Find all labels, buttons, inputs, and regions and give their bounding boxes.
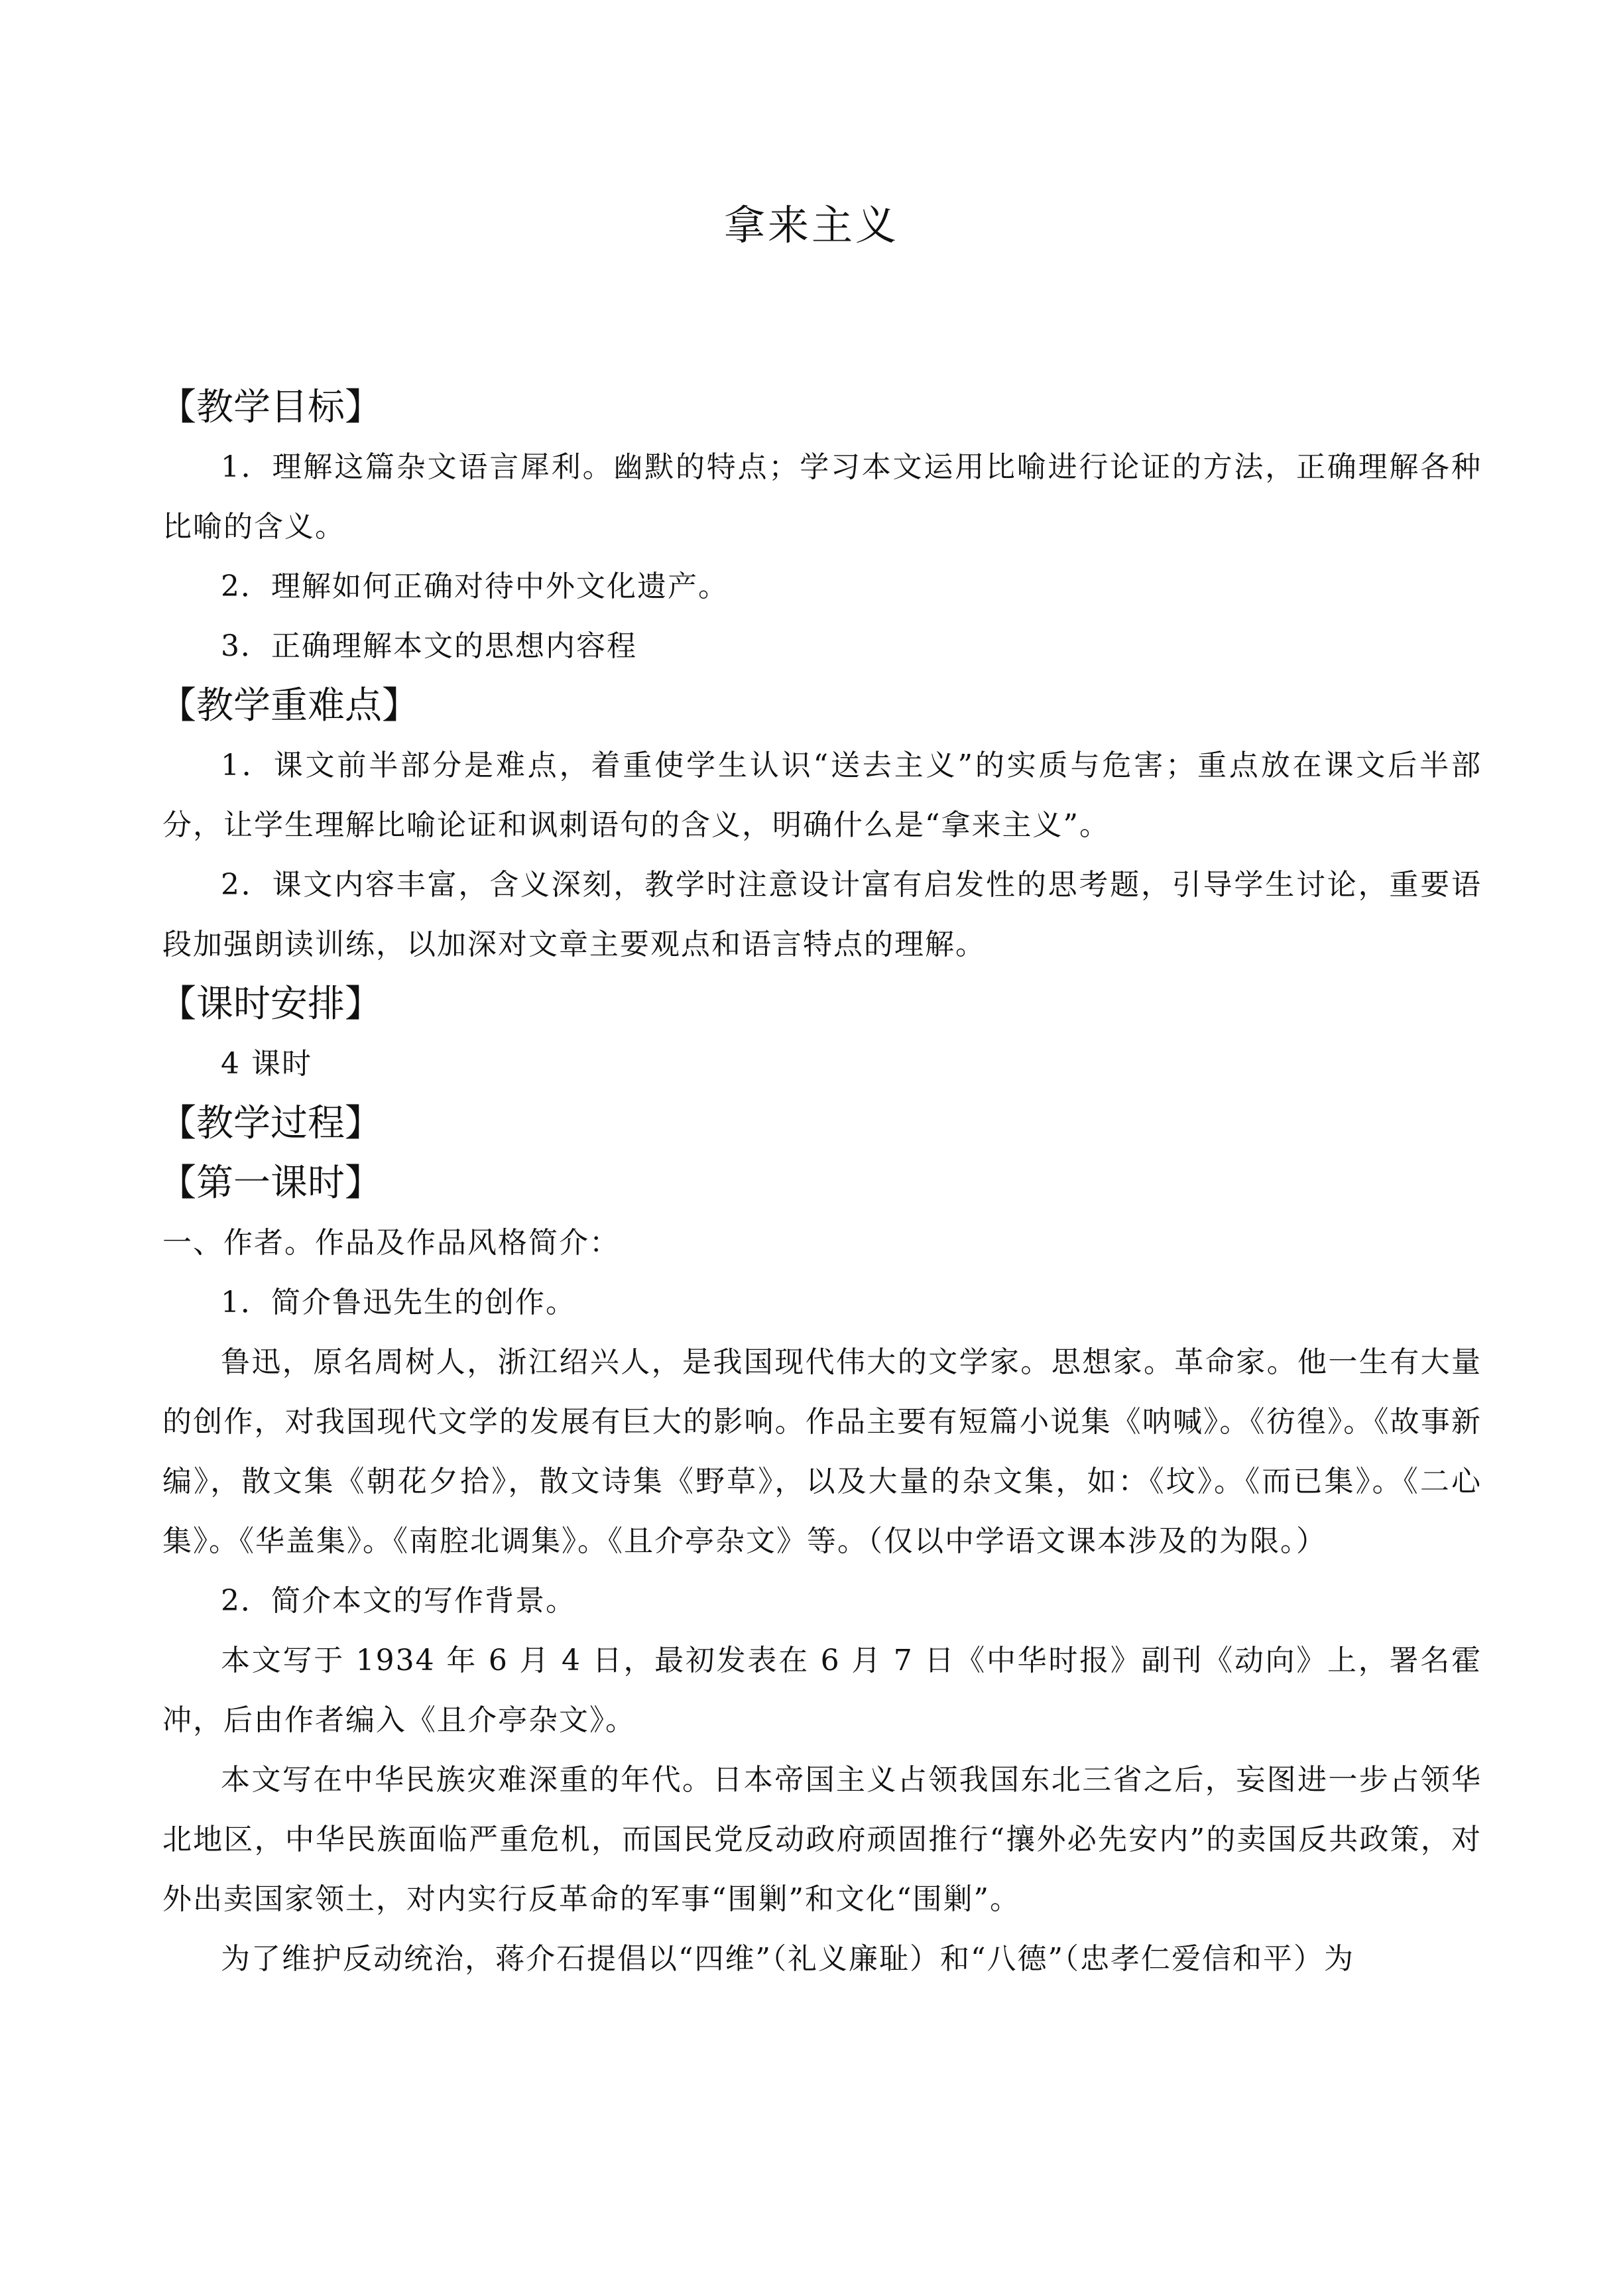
section-heading-process: 【教学过程】 — [159, 1102, 382, 1145]
key-point-item: 2．课文内容丰富，含义深刻，教学时注意设计富有启发性的思考题，引导学生讨论，重要语段加强朗读训练，以加深对文章主要观点和语言特点的理解。 — [162, 868, 1482, 961]
lesson1-sub2: 2．简介本文的写作背景。 — [221, 1584, 576, 1618]
lesson1-paragraph: 本文写于 1934 年 6 月 4 日，最初发表在 6 月 7 日《中华时报》副刊《动向》上，署名霍冲，后由作者编入《且介亭杂文》。 — [162, 1644, 1482, 1737]
section-heading-key-points: 【教学重难点】 — [159, 684, 419, 727]
lesson1-heading: 一、作者。作品及作品风格简介： — [162, 1226, 620, 1260]
lesson1-paragraph: 鲁迅，原名周树人，浙江绍兴人，是我国现代伟大的文学家。思想家。革命家。他一生有大量的创作，对我国现代文学的发展有巨大的影响。作品主要有短篇小说集《呐喊》。《彷徨》。《故事新编》，散文集《朝花夕拾》，散文诗集《野草》，以及大量的杂文集，如：《坟》。《而已集》。《二心集》。《华盖集》。《南腔北调集》。《且介亭杂文》等。（仅以中学语文课本涉及的为限。） — [162, 1345, 1482, 1558]
key-point-item: 1．课文前半部分是难点，着重使学生认识“送去主义”的实质与危害；重点放在课文后半部分，让学生理解比喻论证和讽刺语句的含义，明确什么是“拿来主义”。 — [162, 749, 1482, 842]
goal-item: 1．理解这篇杂文语言犀利。幽默的特点；学习本文运用比喻进行论证的方法，正确理解各种比喻的含义。 — [162, 450, 1482, 544]
lesson1-paragraph: 本文写在中华民族灾难深重的年代。日本帝国主义占领我国东北三省之后，妄图进一步占领华北地区，中华民族面临严重危机，而国民党反动政府顽固推行“攘外必先安内”的卖国反共政策，对外出卖国家领土，对内实行反革命的军事“围剿”和文化“围剿”。 — [162, 1763, 1482, 1916]
lesson1-sub1: 1．简介鲁迅先生的创作。 — [221, 1286, 576, 1319]
section-heading-lesson1: 【第一课时】 — [159, 1162, 382, 1205]
section-heading-schedule: 【课时安排】 — [159, 983, 382, 1026]
schedule-text: 4 课时 — [221, 1047, 312, 1081]
document-body — [159, 378, 1482, 1989]
page-title: 拿来主义 — [723, 201, 899, 249]
goal-item: 3．正确理解本文的思想内容程 — [221, 629, 637, 663]
goal-item: 2．理解如何正确对待中外文化遗产。 — [221, 570, 729, 603]
lesson1-paragraph: 为了维护反动统治，蒋介石提倡以“四维”（礼义廉耻）和“八德”（忠孝仁爱信和平）为 — [221, 1942, 1354, 1976]
section-heading-goals: 【教学目标】 — [159, 386, 382, 429]
